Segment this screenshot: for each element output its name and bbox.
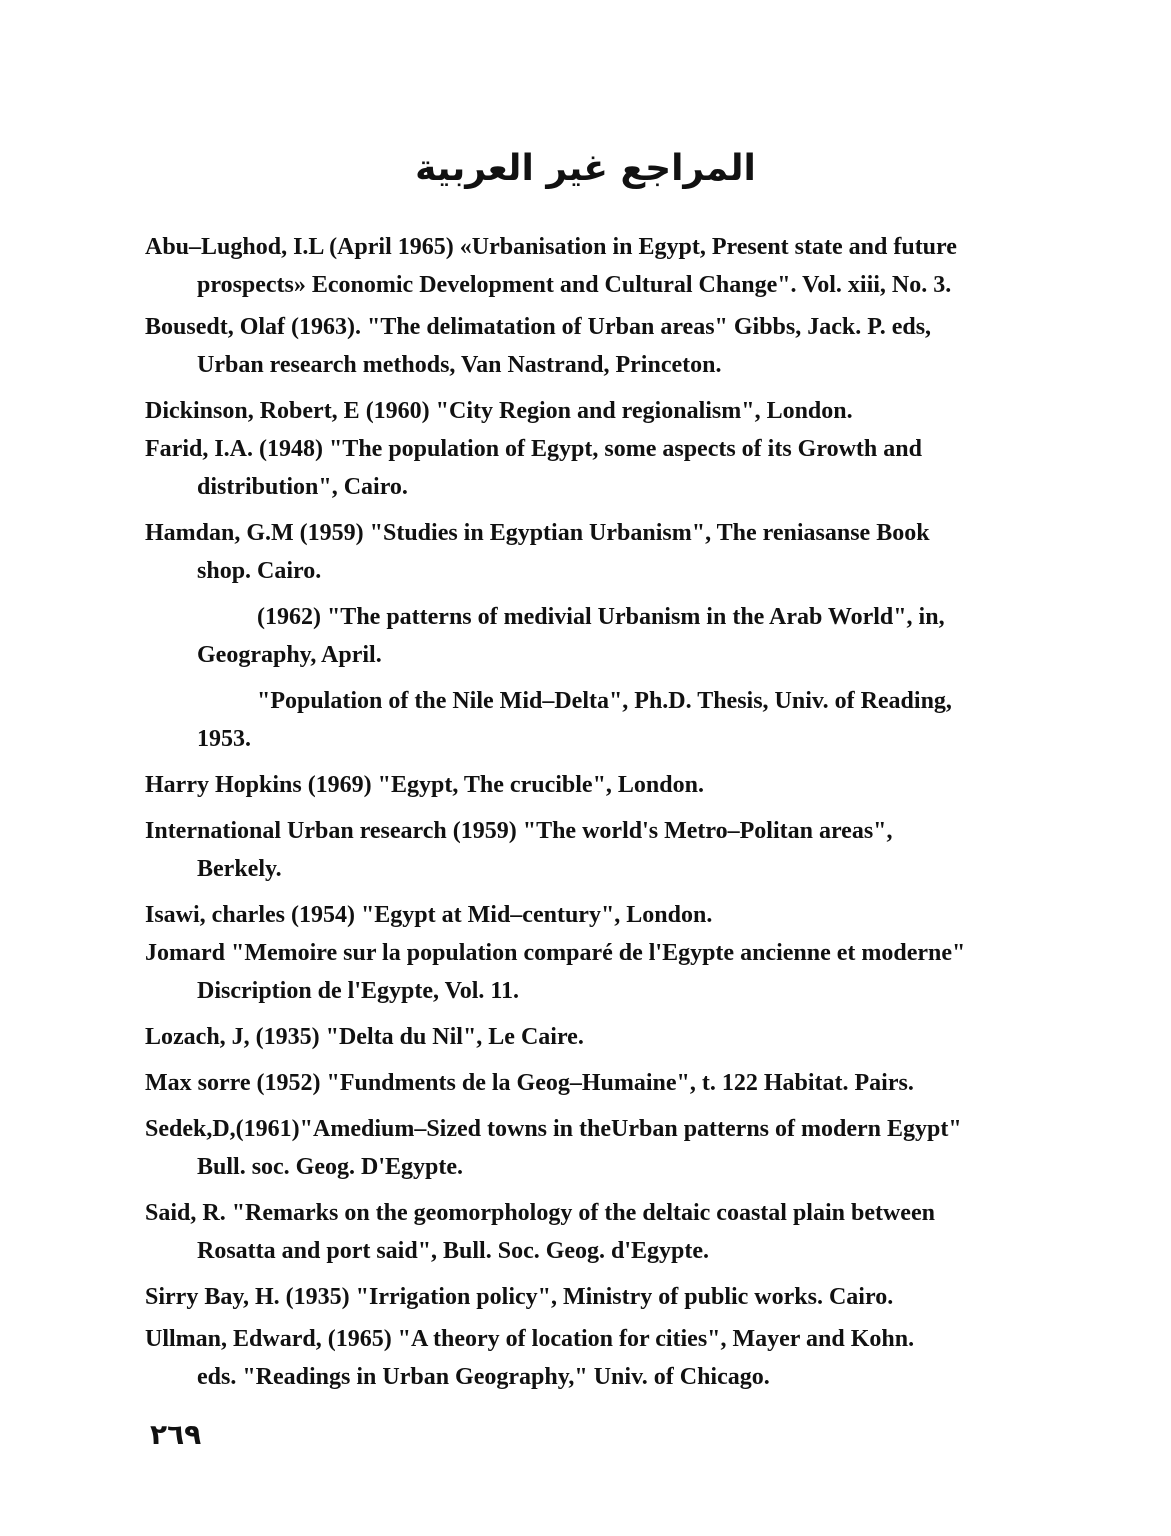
reference-entry-hopkins xyxy=(145,766,1038,804)
reference-line: shop. Cairo. xyxy=(197,558,322,584)
reference-line: Said, R. "Remarks on the geomorphology of the deltaic coastal plain between xyxy=(145,1200,935,1226)
reference-entry-hamdan-thesis xyxy=(145,682,1038,758)
reference-line: Max sorre (1952) "Fundments de la Geog–Humaine", t. 122 Habitat. Pairs. xyxy=(145,1070,914,1096)
reference-line: Farid, I.A. (1948) "The population of Egypt, some aspects of its Growth and xyxy=(145,436,922,462)
page-number: ٢٦٩ xyxy=(150,1418,202,1451)
reference-entry-said xyxy=(145,1194,1038,1270)
reference-line: Berkely. xyxy=(197,856,282,882)
reference-line: Bousedt, Olaf (1963). "The delimatation of Urban areas" Gibbs, Jack. P. eds, xyxy=(145,314,932,340)
reference-line: Lozach, J, (1935) "Delta du Nil", Le Caire. xyxy=(145,1024,584,1050)
reference-line: Abu–Lughod, I.L (April 1965) «Urbanisation in Egypt, Present state and future xyxy=(145,234,957,260)
reference-line: Sirry Bay, H. (1935) "Irrigation policy", Ministry of public works. Cairo. xyxy=(145,1284,894,1310)
reference-entry-abu-lughod xyxy=(145,228,1038,304)
reference-line: Ullman, Edward, (1965) "A theory of location for cities", Mayer and Kohn. xyxy=(145,1326,915,1352)
reference-entry-farid xyxy=(145,430,1038,506)
reference-entry-bousedt xyxy=(145,308,1038,384)
reference-line: prospects» Economic Development and Cultural Change". Vol. xiii, No. 3. xyxy=(197,272,952,298)
reference-line: distribution", Cairo. xyxy=(197,474,408,500)
reference-entry-sorre xyxy=(145,1064,1038,1102)
reference-entry-international xyxy=(145,812,1038,888)
reference-entry-sirry xyxy=(145,1278,1038,1316)
reference-line: Harry Hopkins (1969) "Egypt, The crucible", London. xyxy=(145,772,704,798)
reference-line: Urban research methods, Van Nastrand, Princeton. xyxy=(197,352,722,378)
reference-line: Jomard "Memoire sur la population comparé de l'Egypte ancienne et moderne" xyxy=(145,940,966,966)
reference-entry-hamdan-1959 xyxy=(145,514,1038,590)
reference-entry-hamdan-1962 xyxy=(145,598,1038,674)
reference-line: (1962) "The patterns of medivial Urbanism in the Arab World", in, xyxy=(257,604,945,630)
reference-entry-isawi xyxy=(145,896,1038,934)
reference-line: Rosatta and port said", Bull. Soc. Geog. d'Egypte. xyxy=(197,1238,710,1264)
reference-line: Dickinson, Robert, E (1960) "City Region and regionalism", London. xyxy=(145,398,853,424)
reference-line: Geography, April. xyxy=(197,642,382,668)
reference-line: "Population of the Nile Mid–Delta", Ph.D. Thesis, Univ. of Reading, xyxy=(257,688,952,714)
reference-line: eds. "Readings in Urban Geography," Univ. of Chicago. xyxy=(197,1364,770,1390)
reference-line: Sedek,D,(1961)"Amedium–Sized towns in theUrban patterns of modern Egypt" xyxy=(145,1116,962,1142)
reference-list xyxy=(145,228,1038,1396)
reference-line: International Urban research (1959) "The world's Metro–Politan areas", xyxy=(145,818,893,844)
reference-entry-dickinson xyxy=(145,392,1038,430)
reference-entry-ullman xyxy=(145,1320,1038,1396)
reference-line: Discription de l'Egypte, Vol. 11. xyxy=(197,978,520,1004)
reference-line: Isawi, charles (1954) "Egypt at Mid–century", London. xyxy=(145,902,713,928)
reference-line: 1953. xyxy=(197,726,251,752)
page-title: المراجع غير العربية xyxy=(415,148,756,189)
reference-line: Bull. soc. Geog. D'Egypte. xyxy=(197,1154,464,1180)
reference-entry-lozach xyxy=(145,1018,1038,1056)
reference-entry-sedek xyxy=(145,1110,1038,1186)
reference-entry-jomard xyxy=(145,934,1038,1010)
reference-line: Hamdan, G.M (1959) "Studies in Egyptian Urbanism", The reniasanse Book xyxy=(145,520,930,546)
